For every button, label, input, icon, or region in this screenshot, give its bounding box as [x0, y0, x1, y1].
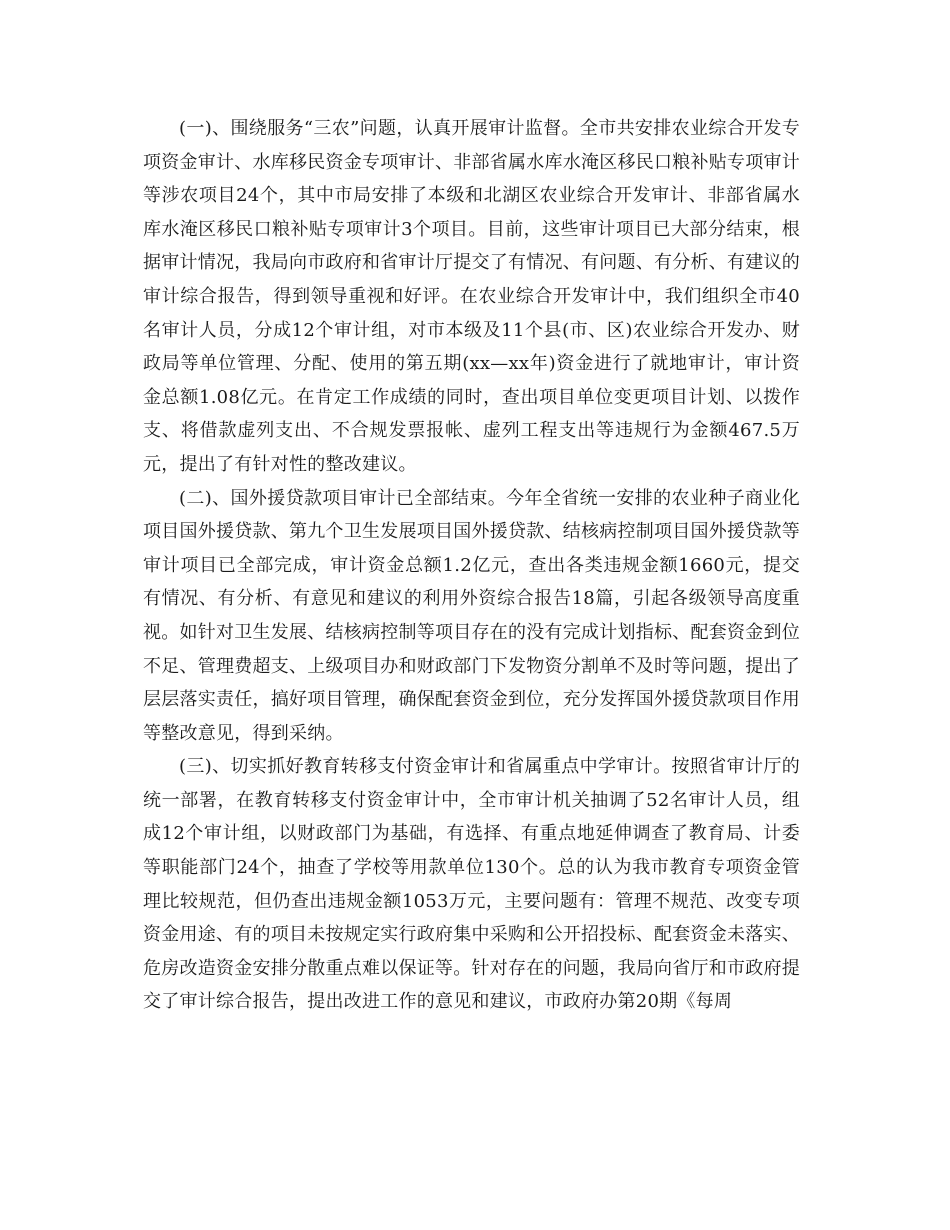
paragraph-agriculture-audit: (一)、围绕服务“三农”问题，认真开展审计监督。全市共安排农业综合开发专项资金审计、水库移民资金专项审计、非部省属水库水淹区移民口粮补贴专项审计等涉农项目24个，其中市局安排了本级和北湖区农业综合开发审计、非部省属水库水淹区移民口粮补贴专项审计3个项目。目前，这些审计项目已大部分结束，根据审计情况，我局向市政府和省审计厅提交了有情况、有问题、有分析、有建议的审计综合报告，得到领导重视和好评。在农业综合开发审计中，我们组织全市40名审计人员，分成12个审计组，对市本级及11个县(市、区)农业综合开发办、财政局等单位管理、分配、使用的第五期(xx—xx年)资金进行了就地审计，审计资金总额1.08亿元。在肯定工作成绩的同时，查出项目单位变更项目计划、以拨作支、将借款虚列支出、不合规发票报帐、虚列工程支出等违规行为金额467.5万元，提出了有针对性的整改建议。 [143, 118, 800, 475]
document-body [143, 112, 800, 1019]
paragraph-education-audit: (三)、切实抓好教育转移支付资金审计和省属重点中学审计。按照省审计厅的统一部署，在教育转移支付资金审计中，全市审计机关抽调了52名审计人员，组成12个审计组，以财政部门为基础，有选择、有重点地延伸调查了教育局、计委等职能部门24个，抽查了学校等用款单位130个。总的认为我市教育专项资金管理比较规范，但仍查出违规金额1053万元，主要问题有：管理不规范、改变专项资金用途、有的项目未按规定实行政府集中采购和公开招投标、配套资金未落实、危房改造资金安排分散重点难以保证等。针对存在的问题，我局向省厅和市政府提交了审计综合报告，提出改进工作的意见和建议，市政府办第20期《每周 [143, 756, 800, 1013]
paragraph-foreign-loan-audit: (二)、国外援贷款项目审计已全部结束。今年全省统一安排的农业种子商业化项目国外援贷款、第九个卫生发展项目国外援贷款、结核病控制项目国外援贷款等审计项目已全部完成，审计资金总额1.2亿元，查出各类违规金额1660元，提交有情况、有分析、有意见和建议的利用外资综合报告18篇，引起各级领导高度重视。如针对卫生发展、结核病控制等项目存在的没有完成计划指标、配套资金到位不足、管理费超支、上级项目办和财政部门下发物资分割单不及时等问题，提出了层层落实责任，搞好项目管理，确保配套资金到位，充分发挥国外援贷款项目作用等整改意见，得到采纳。 [143, 487, 800, 744]
